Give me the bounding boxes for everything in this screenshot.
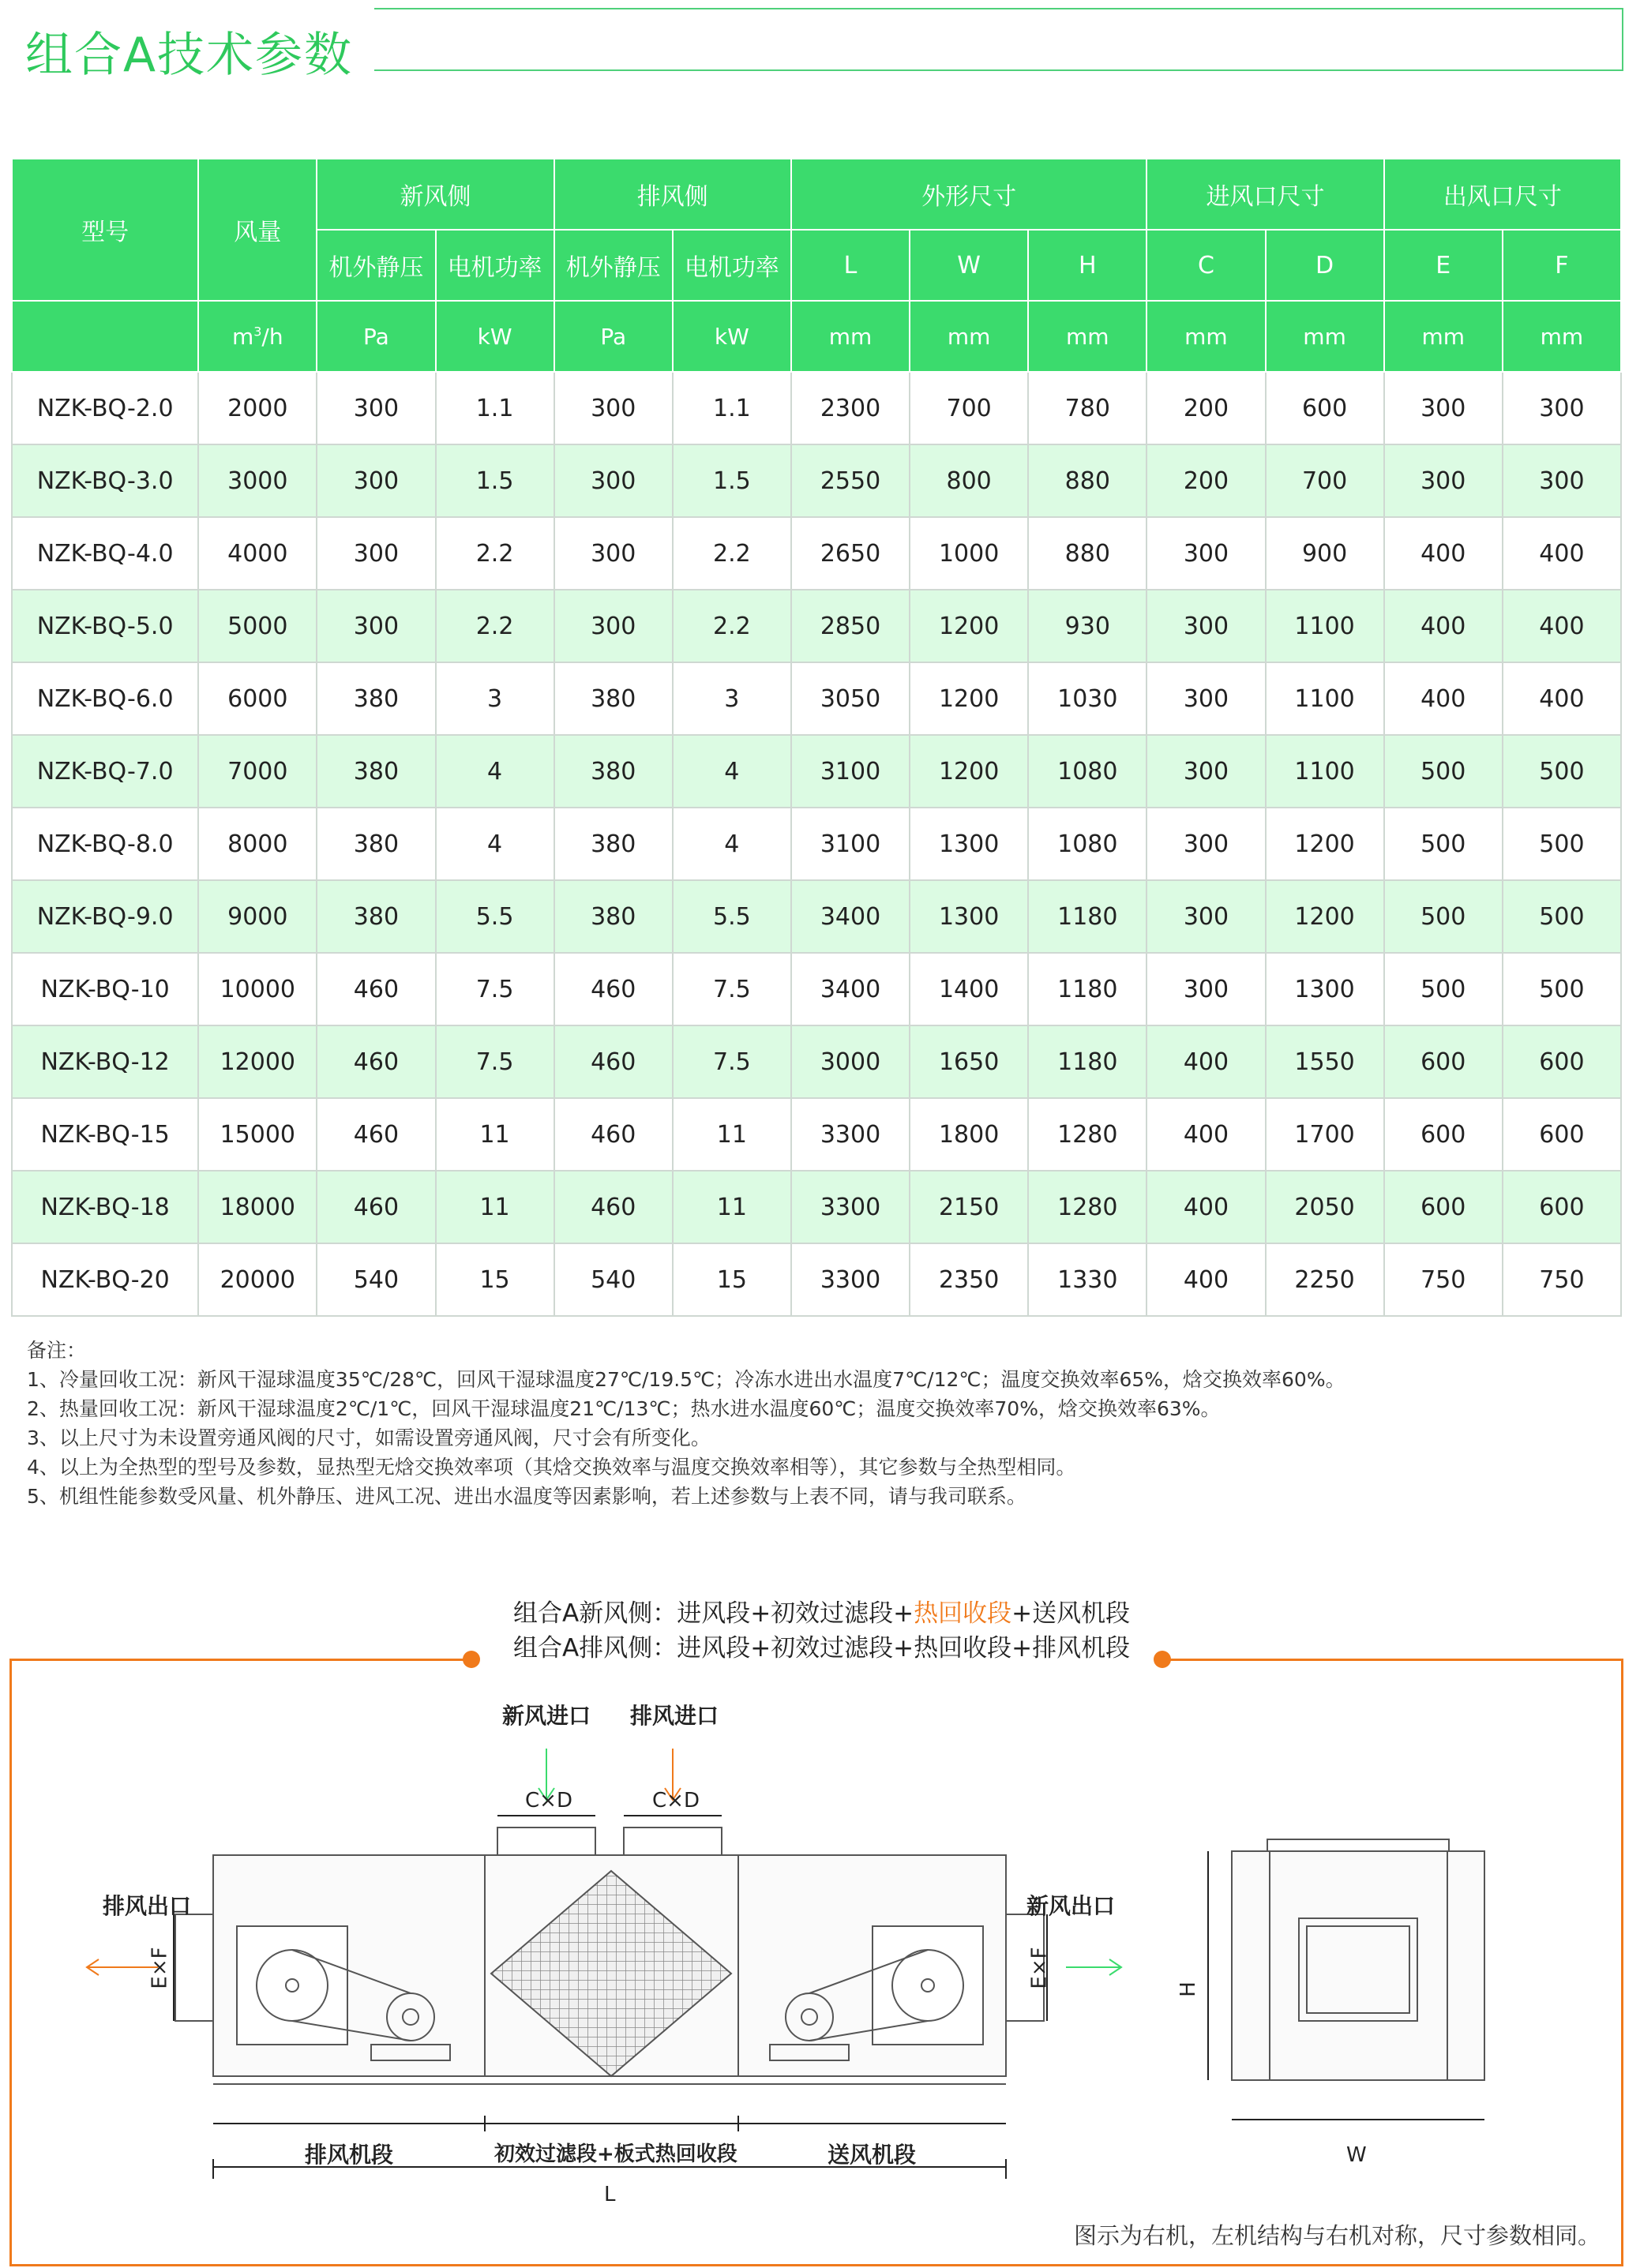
- table-cell: 540: [317, 1243, 435, 1316]
- table-cell: 3400: [791, 880, 910, 953]
- header-fresh-side: 新风侧: [317, 159, 554, 230]
- table-cell: 3300: [791, 1171, 910, 1243]
- table-cell: 380: [554, 808, 673, 880]
- table-cell: 300: [317, 372, 435, 444]
- table-cell: 300: [1384, 372, 1503, 444]
- table-cell: 1550: [1266, 1025, 1384, 1098]
- table-cell: 700: [1266, 444, 1384, 517]
- table-cell: 12000: [198, 1025, 317, 1098]
- table-cell: 500: [1384, 880, 1503, 953]
- dim-cxd-fresh: C×D: [525, 1789, 572, 1813]
- unit-kw: kW: [436, 301, 554, 372]
- table-cell: 400: [1147, 1243, 1265, 1316]
- table-cell: 7.5: [673, 1025, 791, 1098]
- cell-model: NZK-BQ-2.0: [12, 372, 198, 444]
- table-cell: 540: [554, 1243, 673, 1316]
- table-cell: 400: [1147, 1098, 1265, 1171]
- table-cell: 4: [436, 808, 554, 880]
- table-cell: 15: [436, 1243, 554, 1316]
- cell-model: NZK-BQ-10: [12, 953, 198, 1025]
- table-cell: 3300: [791, 1243, 910, 1316]
- table-cell: 2550: [791, 444, 910, 517]
- table-cell: 780: [1028, 372, 1147, 444]
- header-W: W: [910, 230, 1028, 301]
- table-cell: 380: [317, 735, 435, 808]
- table-cell: 7.5: [673, 953, 791, 1025]
- table-cell: 9000: [198, 880, 317, 953]
- table-cell: 4: [673, 735, 791, 808]
- table-cell: 750: [1503, 1243, 1621, 1316]
- table-cell: 1200: [910, 735, 1028, 808]
- dim-W: W: [1346, 2143, 1367, 2167]
- table-cell: 380: [317, 880, 435, 953]
- table-cell: 300: [317, 444, 435, 517]
- table-cell: 11: [436, 1098, 554, 1171]
- table-cell: 3: [673, 662, 791, 735]
- table-cell: 2150: [910, 1171, 1028, 1243]
- table-cell: 1.5: [436, 444, 554, 517]
- label-fresh-outlet: 新风出口: [1026, 1893, 1116, 1919]
- combo-fresh-line: 组合A新风侧：进风段+初效过滤段+热回收段+送风机段: [513, 1599, 1131, 1628]
- table-cell: 3300: [791, 1098, 910, 1171]
- cell-model: NZK-BQ-5.0: [12, 590, 198, 662]
- table-cell: 10000: [198, 953, 317, 1025]
- table-cell: 460: [554, 1025, 673, 1098]
- unit-mm: mm: [1147, 301, 1265, 372]
- table-cell: 460: [554, 1171, 673, 1243]
- table-cell: 300: [554, 590, 673, 662]
- table-cell: 600: [1384, 1025, 1503, 1098]
- table-cell: 460: [317, 1171, 435, 1243]
- table-cell: 15: [673, 1243, 791, 1316]
- table-cell: 3400: [791, 953, 910, 1025]
- label-filter-hr-section: 初效过滤段+板式热回收段: [494, 2142, 737, 2166]
- unit-airflow: $m^3/h$: [198, 301, 317, 372]
- note-1: 1、冷量回收工况：新风干湿球温度35℃/28℃，回风干湿球温度27℃/19.5℃；冷冻水进出水温度7℃/12℃；温度交换效率65%，焓交换效率60%。: [27, 1368, 1345, 1391]
- table-cell: 1180: [1028, 1025, 1147, 1098]
- header-F: F: [1503, 230, 1621, 301]
- header-exhaust-static: 机外静压: [554, 230, 673, 301]
- table-cell: 400: [1384, 517, 1503, 590]
- note-2: 2、热量回收工况：新风干湿球温度2℃/1℃，回风干湿球温度21℃/13℃；热水进水温度60℃；温度交换效率70%，焓交换效率63%。: [27, 1397, 1221, 1420]
- exhaust-outlet-arrow: [87, 1959, 158, 1975]
- table-cell: 3100: [791, 735, 910, 808]
- table-cell: 380: [554, 735, 673, 808]
- header-L: L: [791, 230, 910, 301]
- table-cell: 3: [436, 662, 554, 735]
- table-cell: 2.2: [436, 590, 554, 662]
- table-cell: 300: [1147, 662, 1265, 735]
- table-cell: 600: [1384, 1098, 1503, 1171]
- table-cell: 380: [554, 880, 673, 953]
- table-cell: 700: [910, 372, 1028, 444]
- header-airflow: 风量: [198, 159, 317, 301]
- unit-mm: mm: [910, 301, 1028, 372]
- cell-model: NZK-BQ-9.0: [12, 880, 198, 953]
- header-E: E: [1384, 230, 1503, 301]
- table-cell: 1330: [1028, 1243, 1147, 1316]
- note-4: 4、以上为全热型的型号及参数，显热型无焓交换效率项（其焓交换效率与温度交换效率相等），其它参数与全热型相同。: [27, 1456, 1076, 1479]
- unit-pa: Pa: [317, 301, 435, 372]
- cell-model: NZK-BQ-15: [12, 1098, 198, 1171]
- cell-model: NZK-BQ-12: [12, 1025, 198, 1098]
- fresh-outlet-arrow: [1066, 1959, 1121, 1975]
- table-cell: 3100: [791, 808, 910, 880]
- table-cell: 1200: [910, 662, 1028, 735]
- dim-L: L: [604, 2183, 616, 2206]
- unit-kw: kW: [673, 301, 791, 372]
- table-cell: 2050: [1266, 1171, 1384, 1243]
- table-cell: 1180: [1028, 880, 1147, 953]
- table-cell: 1200: [910, 590, 1028, 662]
- header-exhaust-power: 电机功率: [673, 230, 791, 301]
- cell-model: NZK-BQ-18: [12, 1171, 198, 1243]
- unit-mm: mm: [1503, 301, 1621, 372]
- table-cell: 1400: [910, 953, 1028, 1025]
- table-cell: 460: [554, 953, 673, 1025]
- table-cell: 300: [1147, 808, 1265, 880]
- table-cell: 900: [1266, 517, 1384, 590]
- table-cell: 300: [554, 517, 673, 590]
- table-cell: 11: [673, 1098, 791, 1171]
- notes-title: 备注：: [27, 1339, 87, 1362]
- table-cell: 11: [436, 1171, 554, 1243]
- unit-mm: mm: [1028, 301, 1147, 372]
- table-cell: 5000: [198, 590, 317, 662]
- table-cell: 1300: [1266, 953, 1384, 1025]
- header-inlet-size: 进风口尺寸: [1147, 159, 1383, 230]
- header-model: 型号: [12, 159, 198, 301]
- table-cell: 400: [1384, 662, 1503, 735]
- table-cell: 600: [1503, 1025, 1621, 1098]
- table-cell: 380: [317, 808, 435, 880]
- table-cell: 500: [1503, 735, 1621, 808]
- table-cell: 1700: [1266, 1098, 1384, 1171]
- table-cell: 200: [1147, 372, 1265, 444]
- dim-exf-right: E×F: [1027, 1947, 1052, 1989]
- table-cell: 300: [1147, 953, 1265, 1025]
- dim-exf-left: E×F: [148, 1947, 172, 1989]
- table-cell: 380: [317, 662, 435, 735]
- cell-model: NZK-BQ-6.0: [12, 662, 198, 735]
- table-cell: 15000: [198, 1098, 317, 1171]
- table-cell: 1200: [1266, 808, 1384, 880]
- cell-model: NZK-BQ-3.0: [12, 444, 198, 517]
- duct-exhaust-inlet: [624, 1828, 722, 1855]
- table-cell: 300: [1503, 372, 1621, 444]
- table-cell: 1030: [1028, 662, 1147, 735]
- table-cell: 460: [317, 1098, 435, 1171]
- table-cell: 2850: [791, 590, 910, 662]
- table-cell: 2350: [910, 1243, 1028, 1316]
- table-cell: 6000: [198, 662, 317, 735]
- table-cell: 880: [1028, 517, 1147, 590]
- table-cell: 4: [436, 735, 554, 808]
- header-exhaust-side: 排风侧: [554, 159, 791, 230]
- cell-model: NZK-BQ-8.0: [12, 808, 198, 880]
- table-cell: 1080: [1028, 735, 1147, 808]
- table-cell: 200: [1147, 444, 1265, 517]
- header-H: H: [1028, 230, 1147, 301]
- table-cell: 1100: [1266, 590, 1384, 662]
- unit-mm: mm: [791, 301, 910, 372]
- note-3: 3、以上尺寸为未设置旁通风阀的尺寸，如需设置旁通风阀，尺寸会有所变化。: [27, 1426, 711, 1449]
- table-cell: 400: [1503, 590, 1621, 662]
- table-cell: 1200: [1266, 880, 1384, 953]
- table-cell: 300: [1147, 590, 1265, 662]
- header-fresh-static: 机外静压: [317, 230, 435, 301]
- table-cell: 460: [317, 953, 435, 1025]
- label-fresh-inlet: 新风进口: [502, 1703, 591, 1729]
- table-cell: 5.5: [673, 880, 791, 953]
- table-cell: 1280: [1028, 1171, 1147, 1243]
- table-cell: 2.2: [673, 517, 791, 590]
- table-cell: 1000: [910, 517, 1028, 590]
- cell-model: NZK-BQ-20: [12, 1243, 198, 1316]
- table-cell: 400: [1147, 1171, 1265, 1243]
- unit-mm: mm: [1384, 301, 1503, 372]
- table-cell: 300: [1147, 880, 1265, 953]
- table-cell: 300: [554, 372, 673, 444]
- table-cell: 300: [1384, 444, 1503, 517]
- table-cell: 3050: [791, 662, 910, 735]
- table-cell: 1.5: [673, 444, 791, 517]
- table-cell: 7.5: [436, 1025, 554, 1098]
- table-cell: 5.5: [436, 880, 554, 953]
- table-cell: 400: [1503, 662, 1621, 735]
- table-cell: 3000: [198, 444, 317, 517]
- table-cell: 460: [554, 1098, 673, 1171]
- table-cell: 8000: [198, 808, 317, 880]
- table-cell: 800: [910, 444, 1028, 517]
- header-D: D: [1266, 230, 1384, 301]
- table-cell: 500: [1384, 735, 1503, 808]
- table-cell: 300: [317, 590, 435, 662]
- table-cell: 1300: [910, 808, 1028, 880]
- table-cell: 460: [317, 1025, 435, 1098]
- page-title: 组合A技术参数: [25, 28, 354, 83]
- table-cell: 1100: [1266, 662, 1384, 735]
- table-cell: 4: [673, 808, 791, 880]
- table-cell: 2.2: [436, 517, 554, 590]
- header-fresh-power: 电机功率: [436, 230, 554, 301]
- table-cell: 400: [1503, 517, 1621, 590]
- table-cell: 1080: [1028, 808, 1147, 880]
- table-cell: 300: [1147, 517, 1265, 590]
- table-cell: 1180: [1028, 953, 1147, 1025]
- table-cell: 400: [1147, 1025, 1265, 1098]
- table-cell: 1.1: [436, 372, 554, 444]
- table-cell: 500: [1384, 953, 1503, 1025]
- table-cell: 500: [1384, 808, 1503, 880]
- diagram-caption: 图示为右机，左机结构与右机对称，尺寸参数相同。: [1074, 2222, 1601, 2249]
- table-cell: 300: [1503, 444, 1621, 517]
- table-cell: 1800: [910, 1098, 1028, 1171]
- dim-H: H: [1176, 1981, 1200, 1997]
- combo-exhaust-line: 组合A排风侧：进风段+初效过滤段+热回收段+排风机段: [513, 1634, 1131, 1663]
- table-cell: 20000: [198, 1243, 317, 1316]
- table-cell: 880: [1028, 444, 1147, 517]
- label-supply-fan-section: 送风机段: [828, 2142, 917, 2168]
- table-cell: 7.5: [436, 953, 554, 1025]
- table-cell: 600: [1503, 1098, 1621, 1171]
- side-view-top-duct: [1267, 1839, 1449, 1851]
- table-cell: 600: [1384, 1171, 1503, 1243]
- table-cell: 1100: [1266, 735, 1384, 808]
- note-5: 5、机组性能参数受风量、机外静压、进风工况、进出水温度等因素影响，若上述参数与上表不同，请与我司联系。: [27, 1485, 1026, 1508]
- table-cell: 600: [1503, 1171, 1621, 1243]
- label-exhaust-inlet: 排风进口: [630, 1703, 719, 1729]
- table-cell: 500: [1503, 808, 1621, 880]
- table-cell: 300: [554, 444, 673, 517]
- table-cell: 300: [317, 517, 435, 590]
- dim-cxd-exhaust: C×D: [652, 1789, 700, 1813]
- duct-exhaust-outlet: [175, 1914, 213, 2021]
- header-outlet-size: 出风口尺寸: [1384, 159, 1621, 230]
- table-cell: 2300: [791, 372, 910, 444]
- table-cell: 750: [1384, 1243, 1503, 1316]
- combo-highlight: 热回收段: [914, 1599, 1012, 1628]
- table-cell: 1.1: [673, 372, 791, 444]
- table-cell: 18000: [198, 1171, 317, 1243]
- header-outer-size: 外形尺寸: [791, 159, 1147, 230]
- duct-fresh-inlet: [497, 1828, 595, 1855]
- table-cell: 930: [1028, 590, 1147, 662]
- cell-model: NZK-BQ-4.0: [12, 517, 198, 590]
- table-cell: 1300: [910, 880, 1028, 953]
- unit-mm: mm: [1266, 301, 1384, 372]
- table-cell: 2000: [198, 372, 317, 444]
- table-cell: 600: [1266, 372, 1384, 444]
- table-cell: 2250: [1266, 1243, 1384, 1316]
- table-cell: 1280: [1028, 1098, 1147, 1171]
- table-cell: 1650: [910, 1025, 1028, 1098]
- table-cell: 500: [1503, 880, 1621, 953]
- table-cell: 500: [1503, 953, 1621, 1025]
- table-cell: 300: [1147, 735, 1265, 808]
- table-cell: 2650: [791, 517, 910, 590]
- label-exhaust-outlet: 排风出口: [103, 1893, 192, 1919]
- table-cell: 380: [554, 662, 673, 735]
- label-exhaust-fan-section: 排风机段: [305, 2142, 394, 2168]
- table-cell: 400: [1384, 590, 1503, 662]
- table-cell: 4000: [198, 517, 317, 590]
- table-cell: 11: [673, 1171, 791, 1243]
- table-cell: 7000: [198, 735, 317, 808]
- table-cell: 2.2: [673, 590, 791, 662]
- table-cell: 3000: [791, 1025, 910, 1098]
- unit-pa: Pa: [554, 301, 673, 372]
- cell-model: NZK-BQ-7.0: [12, 735, 198, 808]
- header-C: C: [1147, 230, 1265, 301]
